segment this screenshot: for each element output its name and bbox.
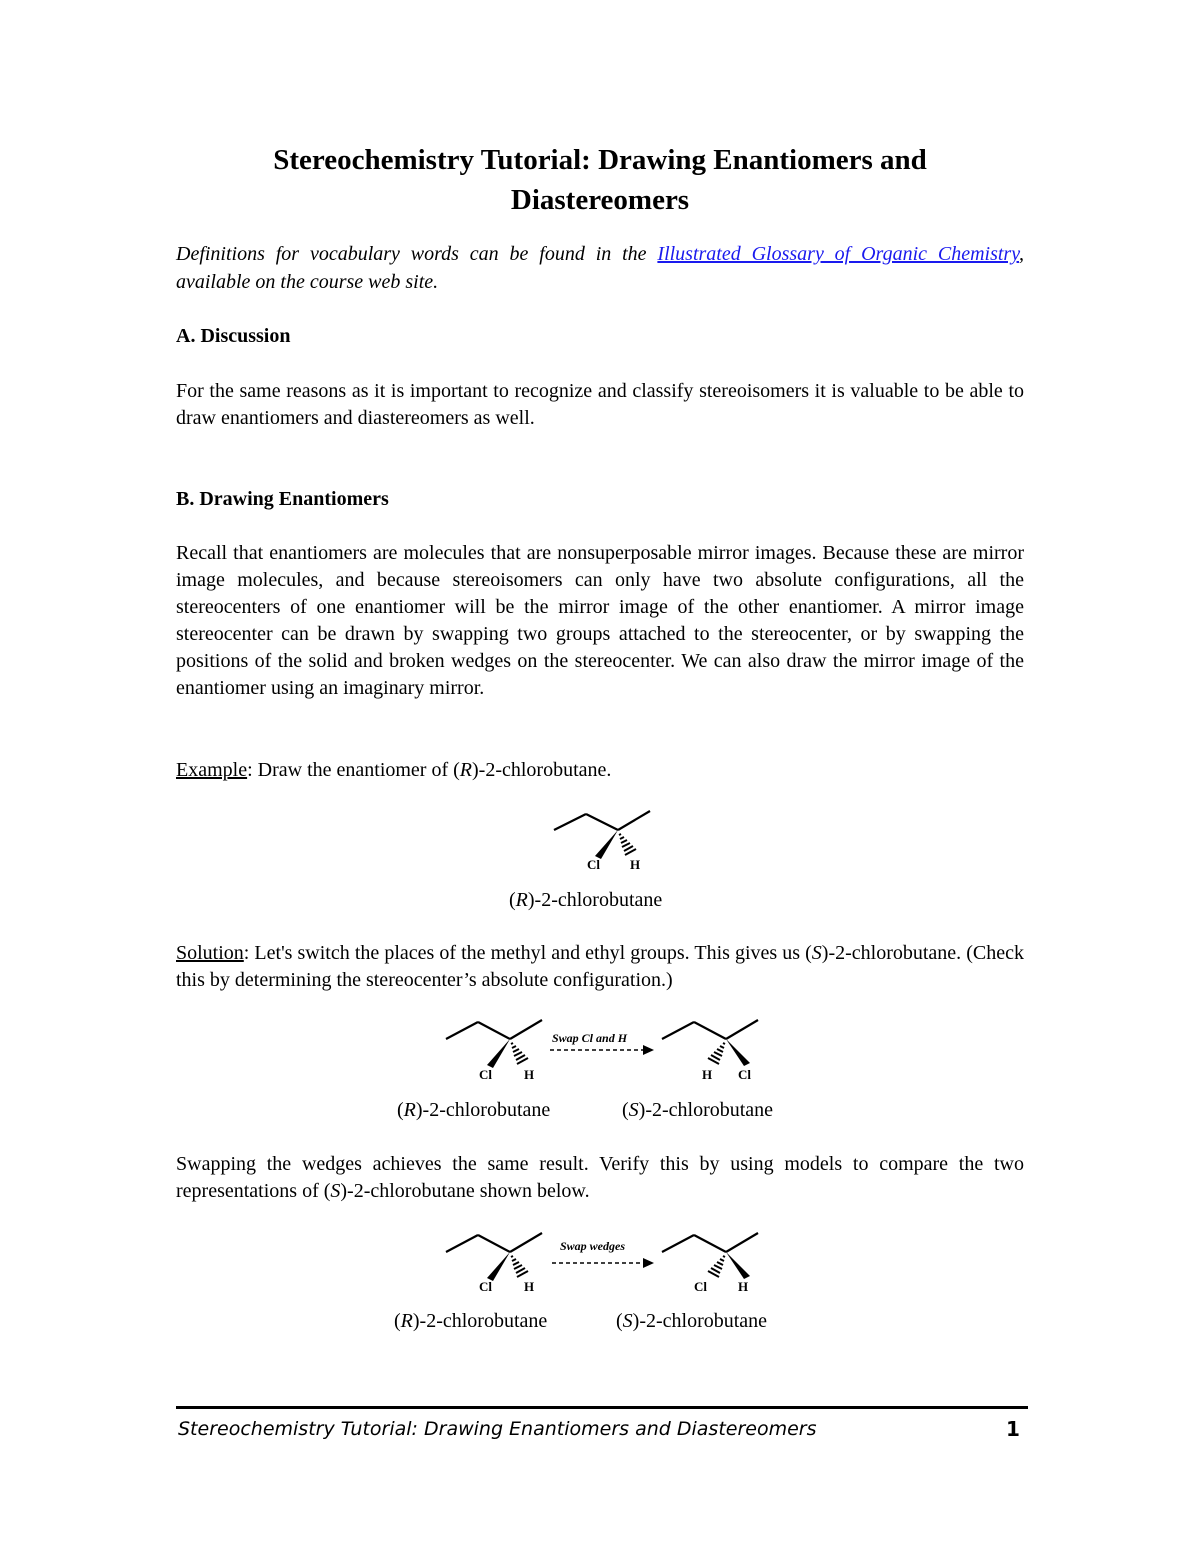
bond [478,1235,510,1252]
hash [717,1049,723,1052]
atom-label-h: H [524,1067,535,1082]
title-line-2: Diastereomers [510,184,690,216]
bond [510,1233,542,1252]
footer-divider [176,1406,1028,1409]
figure-1-caption [509,886,662,914]
config-letter: S [811,942,822,964]
config-letter: S [622,1310,633,1332]
hash [619,834,621,835]
caption-paren: ( [616,1310,623,1332]
molecule-figure-3 [440,1228,770,1298]
bond [446,1235,478,1252]
arrow-label: Swap wedges [560,1239,626,1253]
caption-text: )-2-chlorobutane [415,1099,551,1121]
atom-label-cl: Cl [479,1279,492,1294]
hash [514,1265,522,1269]
bond [694,1022,726,1039]
intro-paragraph [176,240,1024,296]
hash [511,1256,513,1257]
solution-paragraph [176,940,1024,994]
hash [622,843,630,847]
config-letter: R [403,1099,416,1121]
caption-text: )-2-chlorobutane [632,1310,768,1332]
atom-label-cl: Cl [694,1279,707,1294]
section-a-body: For the same reasons as it is important to recognize and classify stereoisomers it is valuable to be able to draw enantiomers and diastereomers as well. [176,380,1024,429]
atom-label-cl: Cl [479,1067,492,1082]
hash [714,1265,722,1269]
hash [714,1052,722,1056]
atom-label-h: H [702,1067,713,1082]
config-letter: R [459,759,473,781]
figure-3-caption-left [394,1307,547,1335]
molecule-figure-1 [550,806,660,876]
solution-label: Solution [176,942,244,964]
hash [512,1046,516,1048]
page-number: 1 [1006,1417,1020,1441]
bond [662,1022,694,1039]
hash [720,1259,724,1261]
solid-wedge [487,1252,510,1281]
bond [446,1022,478,1039]
atom-label-h: H [524,1279,535,1294]
bond [554,814,586,830]
example-text-end: )-2-chlorobutane. [472,759,612,781]
hash [620,837,624,839]
hash [512,1259,516,1261]
section-a-heading: A. Discussion [176,325,291,347]
atom-label-h: H [738,1279,749,1294]
swap-text-end: )-2-chlorobutane shown below. [340,1180,590,1202]
arrow-label: Swap Cl and H [552,1031,628,1045]
atom-label-cl: Cl [738,1067,751,1082]
solid-wedge [726,1039,750,1066]
bond [662,1235,694,1252]
caption-text: )-2-chlorobutane [527,889,663,911]
example-paragraph [176,757,1024,784]
caption-paren: ( [622,1099,629,1121]
atom-label-h: H [630,857,641,872]
hash [513,1262,519,1265]
atom-label-cl: Cl [587,857,600,872]
config-letter: S [330,1180,341,1202]
hash [621,840,627,843]
bond [618,811,650,830]
config-letter: R [515,889,528,911]
arrow-head [643,1045,654,1055]
bond [478,1022,510,1039]
intro-text: Definitions for vocabulary words can be found in the [176,243,658,265]
section-b-body: Recall that enantiomers are molecules that are nonsuperposable mirror images. Because these are mirror image molecules, and because stereoisomers can only have two absolute configurations, all the stereocenters of one enantiomer will be the mirror image of the other enantiomer. A mirror image stereocenter can be drawn by swapping two groups attached to the stereocenter, or by swapping the positions of the solid and broken wedges on the stereocenter. We can also draw the mirror image of the enantiomer using an imaginary mirror. [176,542,1024,699]
example-label: Example [176,759,248,781]
section-b-heading: B. Drawing Enantiomers [176,488,389,510]
swap-wedges-paragraph [176,1151,1024,1205]
title-line-1: Stereochemistry Tutorial: Drawing Enantiomers and [273,144,927,176]
bond [586,814,618,830]
molecule-figure-2 [440,1015,770,1085]
footer-title: Stereochemistry Tutorial: Drawing Enantiomers and Diastereomers [178,1418,817,1440]
solid-wedge [595,830,618,859]
config-letter: R [400,1310,413,1332]
example-text: : Draw the enantiomer of ( [247,759,460,781]
hash [511,1043,513,1044]
caption-paren: ( [397,1099,404,1121]
bond [510,1020,542,1039]
hash [723,1043,725,1044]
caption-text: )-2-chlorobutane [638,1099,774,1121]
bond [726,1233,758,1252]
bond [694,1235,726,1252]
caption-paren: ( [509,889,516,911]
solid-wedge [726,1252,750,1279]
figure-2-caption-right [622,1096,773,1124]
page-title [176,140,1024,220]
hash [513,1049,519,1052]
hash [514,1052,522,1056]
glossary-link[interactable]: Illustrated Glossary of Organic Chemistry [657,243,1019,265]
solution-text-end: )-2-chlorobutane. (Check this by determining the stereocenter’s absolute configuration.) [176,942,1024,991]
swap-text: Swapping the wedges achieves the same result. Verify this by using models to compare the two representations of ( [176,1153,1024,1202]
solution-text: : Let's switch the places of the methyl and ethyl groups. This gives us ( [243,942,812,964]
hash [720,1046,724,1048]
figure-3-caption-right [616,1307,767,1335]
config-letter: S [628,1099,639,1121]
caption-text: )-2-chlorobutane [412,1310,548,1332]
intro-text-end: , available on the course web site. [176,243,1024,293]
hash [717,1262,723,1265]
bond [726,1020,758,1039]
hash [723,1256,725,1257]
figure-2-caption-left [397,1096,550,1124]
caption-paren: ( [394,1310,401,1332]
solid-wedge [487,1039,510,1068]
arrow-head [643,1258,654,1268]
